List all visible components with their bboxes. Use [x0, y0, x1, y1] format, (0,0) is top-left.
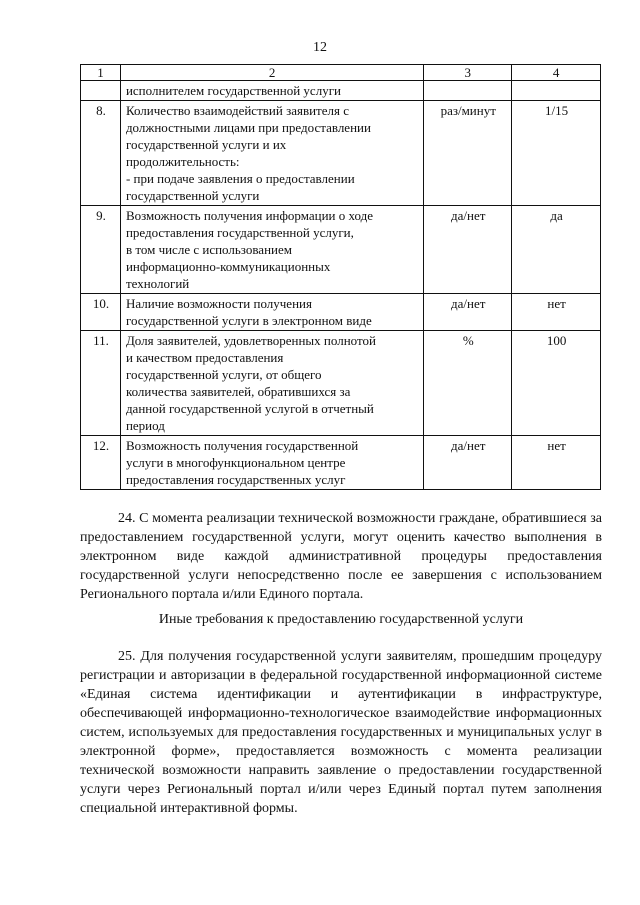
header-col-2: 2 — [120, 65, 423, 81]
table-row-continuation — [81, 81, 601, 101]
requirements-table — [80, 64, 601, 490]
table-row — [81, 294, 601, 331]
continuation-text: исполнителем государственной услуги — [120, 81, 423, 101]
row-description: Возможность получения информации о ходе предоставления государственной услуги, в том числе с использованием информационно-коммуникационных технологий — [120, 206, 423, 294]
row-description: Наличие возможности получения государственной услуги в электронном виде — [120, 294, 423, 331]
row-unit: % — [424, 331, 512, 436]
row-number: 11. — [81, 331, 121, 436]
row-unit: да/нет — [424, 206, 512, 294]
header-col-3: 3 — [424, 65, 512, 81]
row-unit: раз/минут — [424, 101, 512, 206]
table-row — [81, 436, 601, 490]
paragraph-25 — [80, 647, 602, 818]
section-heading: Иные требования к предоставлению государственной услуги — [158, 612, 524, 627]
paragraph-25-text: 25. Для получения государственной услуги заявителям, прошедшим процедуру регистрации и авторизации в федеральной государственной информационной системе «Единая система идентификации и аутентификации в инфраструктуре, обеспечивающей информационно-технологическое взаимодействие информационных систем, используемых для предоставления государственных и муниципальных услуг в электронной форме», предоставляется возможность с момента реализации технической возможности направить заявление о предоставлении государственной услуги через Региональный портал и/или через Единый портал путем заполнения специальной интерактивной формы. — [80, 649, 602, 816]
row-unit: да/нет — [424, 294, 512, 331]
row-number: 10. — [81, 294, 121, 331]
row-value: нет — [512, 436, 601, 490]
header-col-4: 4 — [512, 65, 601, 81]
row-description: Возможность получения государственной услуги в многофункциональном центре предоставления государственных услуг — [120, 436, 423, 490]
row-value: нет — [512, 294, 601, 331]
row-description: Количество взаимодействий заявителя с должностными лицами при предоставлении государственной услуги и их продолжительность: - при подаче заявления о предоставлении государственной услуги — [120, 101, 423, 206]
table-row — [81, 101, 601, 206]
row-number: 12. — [81, 436, 121, 490]
row-number: 9. — [81, 206, 121, 294]
row-value: 100 — [512, 331, 601, 436]
table-row — [81, 331, 601, 436]
row-value: да — [512, 206, 601, 294]
row-value: 1/15 — [512, 101, 601, 206]
page-number: 12 — [313, 40, 327, 55]
header-col-1: 1 — [81, 65, 121, 81]
row-number: 8. — [81, 101, 121, 206]
table-row — [81, 206, 601, 294]
paragraph-24 — [80, 509, 602, 604]
table-header-row — [81, 65, 601, 81]
row-unit: да/нет — [424, 436, 512, 490]
paragraph-24-text: 24. С момента реализации технической возможности граждане, обратившиеся за предоставлением государственной услуги, могут оценить качество выполнения в электронном виде каждой административной процедуры предоставления государственной услуги непосредственно после ее завершения с использованием Регионального портала и/или Единого портала. — [80, 511, 602, 602]
row-description: Доля заявителей, удовлетворенных полнотой и качеством предоставления государственной услуги, от общего количества заявителей, обратившихся за данной государственной услугой в отчетный период — [120, 331, 423, 436]
